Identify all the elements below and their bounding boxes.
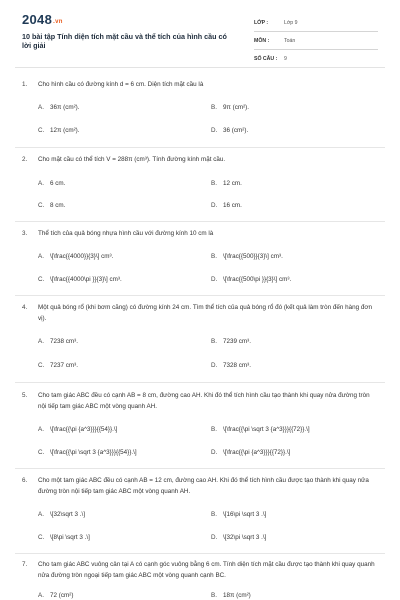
question-1 bbox=[22, 80, 378, 91]
question-number: 7. bbox=[22, 561, 28, 568]
question-2 bbox=[22, 155, 378, 166]
option-2d[interactable]: D. 16 cm. bbox=[211, 202, 242, 209]
option-2c[interactable]: C. 8 cm. bbox=[38, 202, 66, 209]
question-number: 5. bbox=[22, 392, 28, 399]
option-6a[interactable]: A. \[32\sqrt 3 .\] bbox=[38, 511, 85, 518]
option-1b[interactable]: B. 9π (cm²). bbox=[211, 104, 250, 111]
question-number: 3. bbox=[22, 230, 28, 237]
question-text: Cho tam giác ABC vuông cân tại A có cạnh góc vuông bằng 6 cm. Tính diện tích mặt cầu được tạo thành khi quay quanh nửa đường tròn ngoại tiếp tam giác ABC một vòng quanh cạnh BC. bbox=[38, 561, 375, 579]
option-4d[interactable]: D. 7328 cm³. bbox=[211, 362, 251, 369]
option-7b[interactable]: B. 18π (cm²) bbox=[211, 592, 251, 599]
question-number: 2. bbox=[22, 156, 28, 163]
option-2a[interactable]: A. 6 cm. bbox=[38, 180, 66, 187]
option-1a[interactable]: A. 36π (cm²). bbox=[38, 104, 80, 111]
header-divider bbox=[15, 67, 385, 68]
option-4b[interactable]: B. 7239 cm³. bbox=[211, 338, 251, 345]
question-5 bbox=[22, 391, 378, 412]
question-text: Cho tam giác ABC đều có cạnh AB = 8 cm, đường cao AH. Khi đó thể tích hình cầu tạo thành khi quay nửa đường tròn nội tiếp tam giác ABC một vòng quanh AH. bbox=[38, 392, 370, 410]
meta-subject: MÔN : Toán bbox=[254, 32, 378, 50]
site-logo[interactable]: 2048.vn bbox=[22, 12, 63, 27]
option-6d[interactable]: D. \[32\pi \sqrt 3 .\] bbox=[211, 534, 267, 541]
option-2b[interactable]: B. 12 cm. bbox=[211, 180, 242, 187]
option-6b[interactable]: B. \[16\pi \sqrt 3 .\] bbox=[211, 511, 267, 518]
question-4 bbox=[22, 303, 378, 324]
question-text: Cho mặt cầu có thể tích V = 288π (cm³). Tính đường kính mặt cầu. bbox=[38, 156, 226, 163]
question-divider bbox=[15, 147, 385, 148]
meta-class: LỚP : Lớp 9 bbox=[254, 14, 378, 32]
question-text: Cho hình cầu có đường kính d = 6 cm. Diện tích mặt cầu là bbox=[38, 81, 204, 88]
question-divider bbox=[15, 553, 385, 554]
option-5a[interactable]: A. \[\frac{{\pi {a^3}}}{{54}}.\] bbox=[38, 426, 118, 433]
option-4c[interactable]: C. 7237 cm³. bbox=[38, 362, 78, 369]
worksheet-title: 10 bài tập Tính diện tích mặt cầu và thể tích của hình cầu có lời giải bbox=[22, 32, 227, 50]
question-number: 1. bbox=[22, 81, 28, 88]
question-divider bbox=[15, 382, 385, 383]
option-3b[interactable]: B. \[\frac{{500}}{3}\] cm³. bbox=[211, 253, 283, 260]
question-divider bbox=[15, 468, 385, 469]
option-3d[interactable]: D. \[\frac{{500\pi }}{3}\] cm³. bbox=[211, 276, 292, 283]
page-header bbox=[22, 10, 378, 60]
question-3 bbox=[22, 229, 378, 240]
question-text: Một quả bóng rổ (khi bơm căng) có đường kính 24 cm. Tìm thể tích của quả bóng rổ đó (kết quả làm tròn đến hàng đơn vị). bbox=[38, 304, 372, 322]
option-5b[interactable]: B. \[\frac{{\pi \sqrt 3 {a^3}}}{{72}}.\] bbox=[211, 426, 310, 433]
option-1d[interactable]: D. 36 (cm²). bbox=[211, 127, 249, 134]
option-4a[interactable]: A. 7238 cm³. bbox=[38, 338, 78, 345]
option-3a[interactable]: A. \[\frac{{4000}}{3}\] cm³. bbox=[38, 253, 114, 260]
option-3c[interactable]: C. \[\frac{{4000\pi }}{3}\] cm³. bbox=[38, 276, 122, 283]
option-1c[interactable]: C. 12π (cm²). bbox=[38, 127, 80, 134]
question-7 bbox=[22, 560, 378, 581]
question-number: 6. bbox=[22, 477, 28, 484]
question-divider bbox=[15, 295, 385, 296]
worksheet-meta bbox=[254, 14, 378, 68]
question-divider bbox=[15, 221, 385, 222]
question-6 bbox=[22, 476, 378, 497]
option-7a[interactable]: A. 72 (cm²) bbox=[38, 592, 74, 599]
option-6c[interactable]: C. \[8\pi \sqrt 3 .\] bbox=[38, 534, 90, 541]
question-number: 4. bbox=[22, 304, 28, 311]
question-text: Thể tích của quả bóng nhựa hình cầu với đường kính 10 cm là bbox=[38, 230, 214, 237]
question-text: Cho một tam giác ABC đều có cạnh AB = 12 cm, đường cao AH. Khi đó thể tích hình cầu được tạo thành khi quay nửa đường tròn nội tiếp tam giác ABC một vòng quanh AH. bbox=[38, 477, 369, 495]
option-5d[interactable]: D. \[\frac{{\pi {a^3}}}{{72}}.\] bbox=[211, 449, 291, 456]
option-5c[interactable]: C. \[\frac{{\pi \sqrt 3 {a^3}}}{{54}}.\] bbox=[38, 449, 137, 456]
meta-question-count: SỐ CÂU : 9 bbox=[254, 50, 378, 68]
